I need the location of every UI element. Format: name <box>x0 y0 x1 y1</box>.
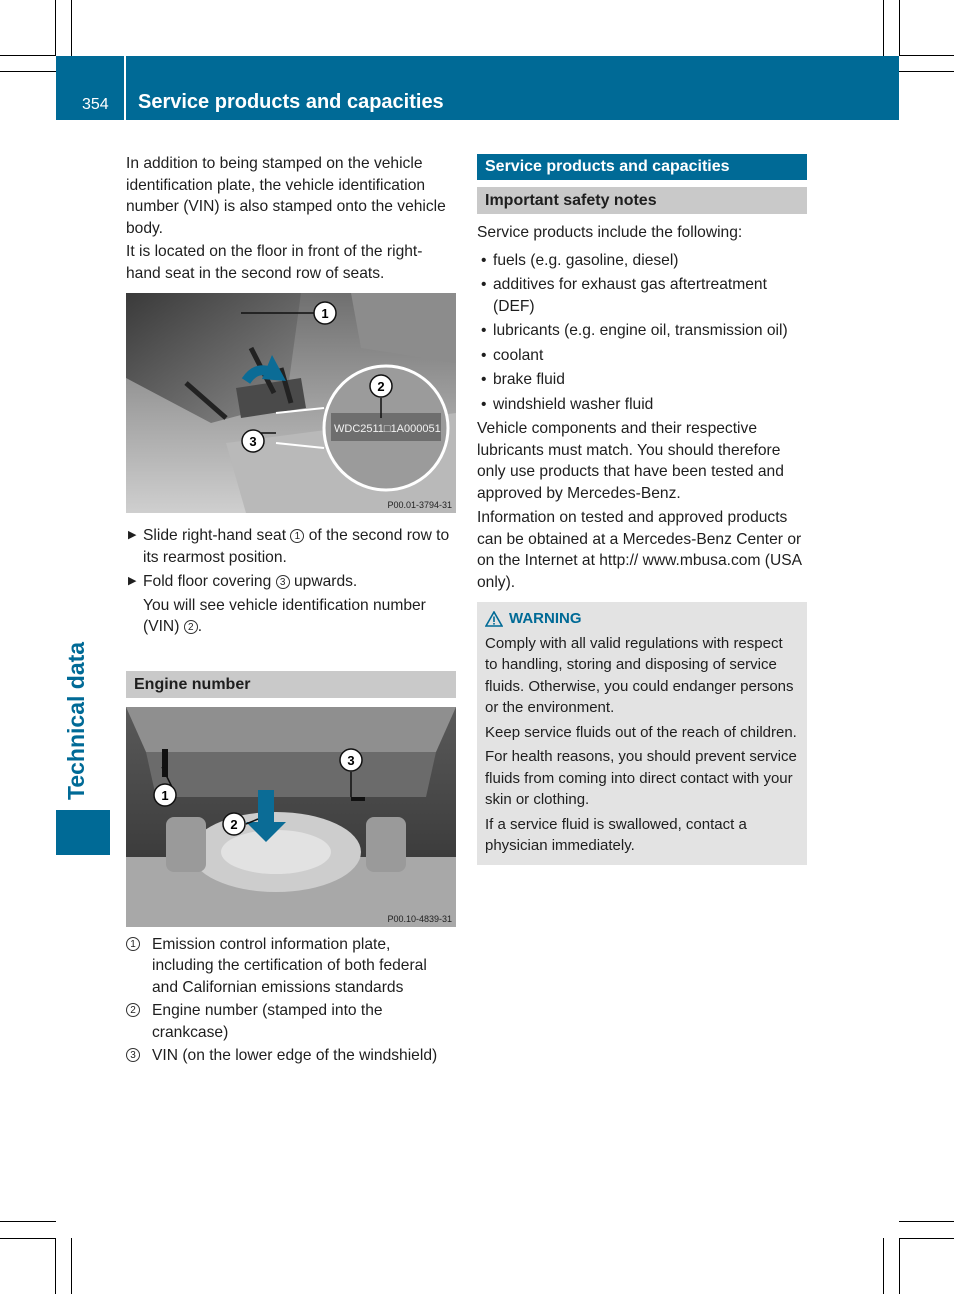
crop-mark <box>55 0 56 56</box>
figure-code: P00.10-4839-31 <box>387 913 452 924</box>
intro-paragraph: In addition to being stamped on the vehicle identification plate, the vehicle identification number (VIN) is also stamped onto the vehicle body. <box>126 155 446 237</box>
warning-label: WARNING <box>509 610 582 627</box>
callout-2 <box>223 813 245 835</box>
svg-text:1: 1 <box>321 306 329 321</box>
warning-paragraph: Keep service fluids out of the reach of children. <box>485 723 797 741</box>
engine-bay-photo <box>126 707 456 927</box>
svg-text:1: 1 <box>161 787 169 803</box>
callout-3 <box>242 430 264 452</box>
crop-mark <box>0 71 56 72</box>
vin-stamp-text: WDC2511□1A000051 <box>334 423 441 435</box>
crop-mark <box>899 55 954 56</box>
crop-mark <box>71 0 72 56</box>
svg-text:3: 3 <box>249 434 257 449</box>
crop-mark <box>55 1238 56 1294</box>
vin-location-photo <box>126 293 456 513</box>
callout-2 <box>370 375 392 397</box>
callout-number: 2 <box>126 1003 140 1017</box>
crop-mark <box>899 1238 954 1239</box>
page-number: 354 <box>82 96 109 113</box>
crop-mark <box>71 1238 72 1294</box>
list-item: • coolant <box>477 345 807 367</box>
callout-number: 1 <box>126 937 140 951</box>
legend-item: 3 VIN (on the lower edge of the windshield) <box>126 1045 456 1067</box>
list-item: • additives for exhaust gas aftertreatment (DEF) <box>477 274 807 317</box>
page-title: Service products and capacities <box>138 91 444 113</box>
instruction-step: ▶ Fold floor covering 3 upwards. <box>126 571 456 593</box>
section-heading-engine-number: Engine number <box>126 671 456 698</box>
right-column <box>477 153 807 865</box>
crop-mark <box>899 71 954 72</box>
warning-triangle-icon <box>485 611 503 627</box>
warning-paragraph: If a service fluid is swallowed, contact a physician immediately. <box>485 815 747 854</box>
list-item: • fuels (e.g. gasoline, diesel) <box>477 250 807 272</box>
crop-mark <box>899 1221 954 1222</box>
body-paragraph: Vehicle components and their respective lubricants must match. You should therefore only use products that have been tested and approved by Mercedes-Benz. <box>477 420 784 502</box>
legend-item: 1 Emission control information plate, including the certification of both federal and Californian emissions standards <box>126 934 456 999</box>
list-item: • brake fluid <box>477 369 807 391</box>
subsection-heading-safety-notes: Important safety notes <box>477 187 807 214</box>
callout-3 <box>340 749 362 771</box>
svg-text:2: 2 <box>230 816 238 832</box>
body-paragraph: Information on tested and approved products can be obtained at a Mercedes-Benz Center or on the Internet at http:// www.mbusa.com (USA only). <box>477 509 802 591</box>
step-result: You will see vehicle identification number (VIN) 2 . <box>143 596 426 635</box>
step-arrow-icon: ▶ <box>128 575 137 587</box>
svg-text:3: 3 <box>347 752 355 768</box>
list-item: • lubricants (e.g. engine oil, transmission oil) <box>477 320 807 342</box>
legend-item: 2 Engine number (stamped into the crankcase) <box>126 1000 456 1043</box>
left-column <box>126 153 456 1067</box>
warning-header <box>485 608 799 630</box>
warning-paragraph: Comply with all valid regulations with respect to handling, storing and disposing of service fluids. Otherwise, you could endanger persons or the environment. <box>485 634 794 716</box>
callout-number: 3 <box>276 575 290 589</box>
callout-1 <box>154 784 176 806</box>
side-tab-marker <box>56 810 110 855</box>
crop-mark <box>899 1238 900 1294</box>
section-heading-service-products: Service products and capacities <box>477 154 807 180</box>
intro-paragraph: It is located on the floor in front of the right-hand seat in the second row of seats. <box>126 243 423 282</box>
crop-mark <box>883 1238 884 1294</box>
header-separator <box>124 56 126 120</box>
figure-code: P00.01-3794-31 <box>387 500 452 510</box>
crop-mark <box>883 0 884 56</box>
callout-1 <box>314 302 336 324</box>
crop-mark <box>0 55 56 56</box>
warning-paragraph: For health reasons, you should prevent service fluids from coming into direct contact with your skin or clothing. <box>485 748 797 808</box>
callout-number: 2 <box>184 620 198 634</box>
svg-text:2: 2 <box>377 379 385 394</box>
intro-paragraph: Service products include the following: <box>477 224 743 241</box>
warning-box <box>477 602 807 865</box>
callout-number: 3 <box>126 1048 140 1062</box>
callout-number: 1 <box>290 529 304 543</box>
list-item: • windshield washer fluid <box>477 394 807 416</box>
step-arrow-icon: ▶ <box>128 529 137 541</box>
crop-mark <box>0 1238 56 1239</box>
crop-mark <box>899 0 900 56</box>
side-tab-label: Technical data <box>63 641 89 800</box>
crop-mark <box>0 1221 56 1222</box>
instruction-step: ▶ Slide right-hand seat 1 of the second row to its rearmost position. <box>128 527 450 566</box>
